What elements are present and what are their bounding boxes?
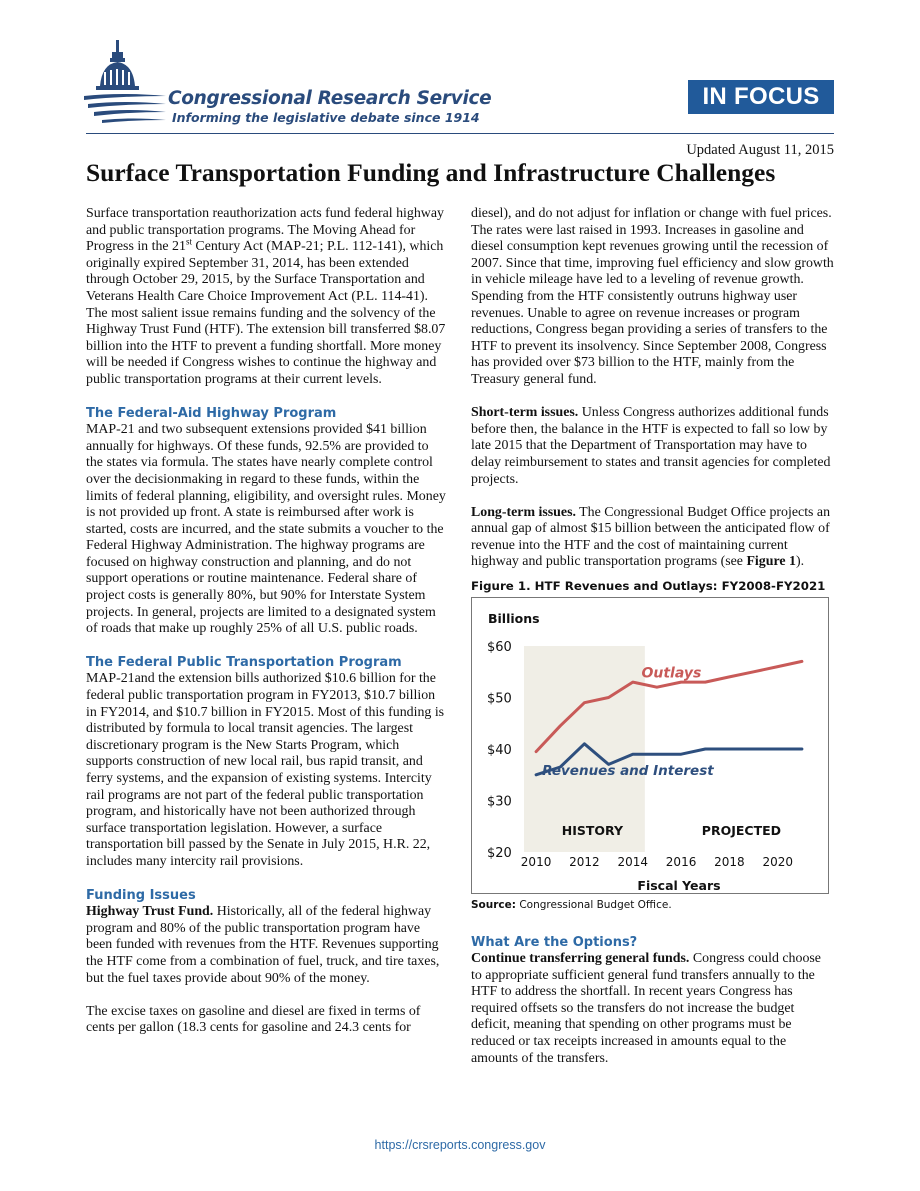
header-rule	[86, 133, 834, 134]
long-term-lead: Long-term issues.	[471, 504, 576, 520]
x-tick-label: 2020	[762, 855, 794, 870]
x-tick-label: 2014	[617, 855, 649, 870]
options-paragraph	[471, 951, 835, 1067]
options-text: Congress could choose to appropriate sufficient general fund transfers annually to the HTF to address the shortfall. In recent years Congress has required offsets so the transfers do not increase the budget deficit, meaning that spending on other programs must be reduced or tax receipts increased in amounts equal to the amounts of the transfers.	[471, 951, 821, 1066]
source-text: Congressional Budget Office.	[515, 899, 672, 912]
short-term-paragraph	[471, 405, 835, 488]
history-shade	[524, 646, 645, 852]
x-axis-title: Fiscal Years	[637, 878, 721, 894]
long-term-paragraph	[471, 505, 835, 571]
document-title: Surface Transportation Funding and Infrastructure Challenges	[86, 158, 776, 187]
htf-text: Historically, all of the federal highway program and 80% of the public transportation program have been funded with revenues from the HTF. Revenues supporting the HTF come from a combination of fuel, truck, and tire taxes, but the fuel taxes provide about 90% of the money.	[86, 904, 440, 986]
heading-options: What Are the Options?	[471, 935, 638, 951]
series-label-revenues: Revenues and Interest	[542, 762, 714, 779]
long-term-end: ).	[795, 554, 805, 570]
options-lead: Continue transferring general funds.	[471, 951, 690, 967]
capitol-dome-logo	[82, 38, 172, 128]
htf-chart	[471, 597, 829, 894]
x-tick-label: 2018	[714, 855, 745, 870]
source-lead: Source:	[471, 899, 516, 912]
intro-paragraph: Surface transportation reauthorization acts fund federal highway and public transportation programs. The Moving Ahead for Progress in the 21st Century Act (MAP-21; P.L. 112-141), which originally expired September 31, 2014, has been extended through October 29, 2015, by the Surface Transportation and Veterans Health Care Choice Improvement Act (P.L. 114-41). The most salient issue remains funding and the solvency of the Highway Trust Fund (HTF). The extension bill transferred $8.07 billion into the HTF to prevent a funding shortfall. More money will be needed if Congress wishes to continue the highway and public transportation programs at their current levels.	[86, 206, 446, 387]
short-term-lead: Short-term issues.	[471, 405, 579, 421]
org-tagline: Informing the legislative debate since 1914	[172, 110, 480, 125]
y-tick-label: $60	[487, 640, 512, 656]
excise-paragraph: The excise taxes on gasoline and diesel are fixed in terms of cents per gallon (18.3 cents for gasoline and 24.3 cents for	[86, 1003, 421, 1036]
y-tick-label: $40	[487, 743, 512, 759]
htf-chart-svg	[472, 598, 828, 893]
right-column	[471, 206, 835, 1084]
y-tick-label: $20	[487, 846, 512, 862]
y-tick-label: $50	[487, 691, 512, 707]
left-column	[86, 206, 448, 1054]
transit-paragraph: MAP-21and the extension bills authorized $10.6 billion for the federal public transportation program in FY2013, $10.7 billion in FY2014, and $10.7 billion in FY2015. Most of this funding is distributed by formula to local transit agencies. The largest discretionary program is the New Starts Program, which supports construction of new local rail, bus rapid transit, and ferry systems, and the expansion of existing systems. Intercity rail programs are not part of the federal public transportation program, and historically have not been authorized through surface transportation legislation. However, a surface transportation bill passed by the Senate in July 2015, H.R. 22, includes many intercity rail provisions.	[86, 671, 445, 869]
footer-url-link[interactable]: https://crsreports.congress.gov	[374, 1138, 546, 1152]
org-name: Congressional Research Service	[168, 88, 492, 109]
short-term-text: Unless Congress authorizes additional funds before then, the balance in the HTF is expected to fall so low by late 2015 that the Department of Transportation may have to delay reimbursement to states and transit agencies for completed projects.	[471, 405, 831, 487]
highway-paragraph: MAP-21 and two subsequent extensions provided $41 billion annually for highways. Of these funds, 92.5% are provided to the states via formula. The states have nearly complete control over the decisionmaking in regard to these funds, within the limits of federal planning, eligibility, and oversight rules. Money is not provided up front. A state is reimbursed after work is started, costs are incurred, and the state submits a voucher to the Federal Highway Administration. The highway programs are focused on highway construction and planning, and do not support operations or routine maintenance. Federal share of project costs is generally 80%, but 90% for Interstate System projects. In general, projects are limited to a designated system of roads that make up roughly 25% of all U.S. public roads.	[86, 422, 446, 637]
x-tick-label: 2016	[665, 855, 697, 870]
y-tick-label: $30	[487, 794, 512, 810]
y-axis-title: Billions	[488, 611, 540, 627]
heading-public-transportation: The Federal Public Transportation Program	[86, 655, 402, 671]
in-focus-badge: IN FOCUS	[688, 80, 834, 114]
history-label: HISTORY	[561, 823, 624, 839]
figure-reference: Figure 1	[746, 554, 796, 570]
figure-source	[471, 898, 835, 912]
x-tick-label: 2010	[520, 855, 552, 870]
long-term-text: The Congressional Budget Office projects an annual gap of almost $15 billion between the anticipated flow of revenue into the HTF and the cost of maintaining current highway and public transportation programs (see	[471, 504, 831, 570]
x-tick-label: 2012	[569, 855, 600, 870]
updated-date: Updated August 11, 2015	[686, 142, 834, 158]
htf-paragraph	[86, 904, 448, 987]
continuation-paragraph: diesel), and do not adjust for inflation or change with fuel prices. The rates were last raised in 1993. Increases in gasoline and diesel consumption kept revenues growing until the recession of 2007. Since that time, improving fuel efficiency and slow growth in vehicle mileage have led to a leveling of revenue growth. Spending from the HTF consistently outruns highway user revenues. Unable to agree on revenue increases or program reductions, Congress began providing a series of transfers to the HTF to prevent its insolvency. Since September 2008, Congress has provided over $73 billion to the HTF, mainly from the Treasury general fund.	[471, 206, 834, 387]
figure-caption: Figure 1. HTF Revenues and Outlays: FY2008-FY2021	[471, 579, 826, 594]
projected-label: PROJECTED	[701, 823, 782, 839]
htf-lead: Highway Trust Fund.	[86, 904, 214, 920]
heading-federal-aid-highway: The Federal-Aid Highway Program	[86, 406, 337, 422]
series-label-outlays: Outlays	[641, 665, 702, 682]
heading-funding-issues: Funding Issues	[86, 888, 196, 904]
